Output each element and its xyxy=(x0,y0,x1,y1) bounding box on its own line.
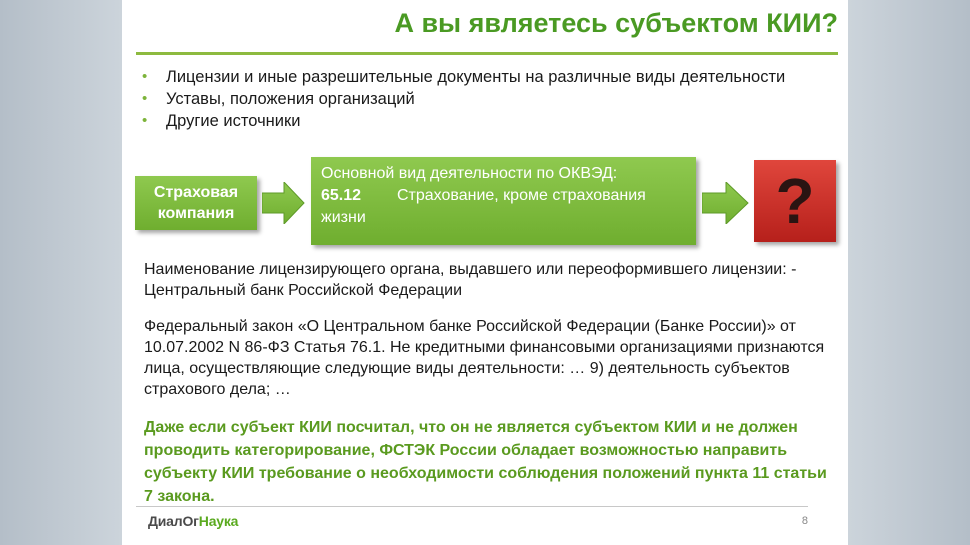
bullet-item: • Лицензии и иные разрешительные документы на различные виды деятельности xyxy=(142,68,786,86)
arrow-right-icon xyxy=(702,182,750,224)
bullet-dot-icon: • xyxy=(142,68,148,85)
bullet-dot-icon: • xyxy=(142,112,148,129)
presentation-background-right xyxy=(848,0,970,545)
bullet-item: • Уставы, положения организаций xyxy=(142,90,415,108)
arrow-right-icon xyxy=(262,182,306,224)
question-box xyxy=(754,160,836,242)
okved-code: 65.12 xyxy=(321,187,362,204)
question-mark-icon: ? xyxy=(775,165,815,237)
slide-title: А вы являетесь субъектом КИИ? xyxy=(394,8,838,38)
page-number: 8 xyxy=(801,515,808,527)
federal-law-text: Федеральный закон «О Центральном банке Российской Федерации (Банке России)» от 10.07.2002 N 86-ФЗ Статья 76.1. Не кредитными финансовыми организациями признаются лица, осуществляющие следующие виды деятельности: … 9) деятельность субъектов страхового дела; … xyxy=(144,318,825,398)
title-divider xyxy=(136,52,838,55)
insurance-company-box: Страховая компания xyxy=(135,176,257,230)
footer-divider xyxy=(136,506,808,507)
okved-description: Страхование, кроме страхования жизни xyxy=(321,187,646,226)
bullet-dot-icon: • xyxy=(142,90,148,107)
bullet-item: • Другие источники xyxy=(142,112,301,130)
licensing-authority-text: Наименование лицензирующего органа, выдавшего или переоформившего лицензии: - Центральный банк Российской Федерации xyxy=(144,261,797,299)
slide xyxy=(122,0,848,545)
bullet-list xyxy=(140,66,830,132)
fstek-highlight-text: Даже если субъект КИИ посчитал, что он не является субъектом КИИ и не должен проводить категорирование, ФСТЭК России обладает возможностью направить субъекту КИИ требование о необходимости соблюдения положений пункта 11 статьи 7 закона. xyxy=(144,419,827,505)
company-logo: ДиалОгНаука xyxy=(148,513,239,529)
okved-activity-box: Основной вид деятельности по ОКВЭД: 65.12 Страхование, кроме страхования жизни xyxy=(311,157,696,245)
presentation-background-left xyxy=(0,0,122,545)
